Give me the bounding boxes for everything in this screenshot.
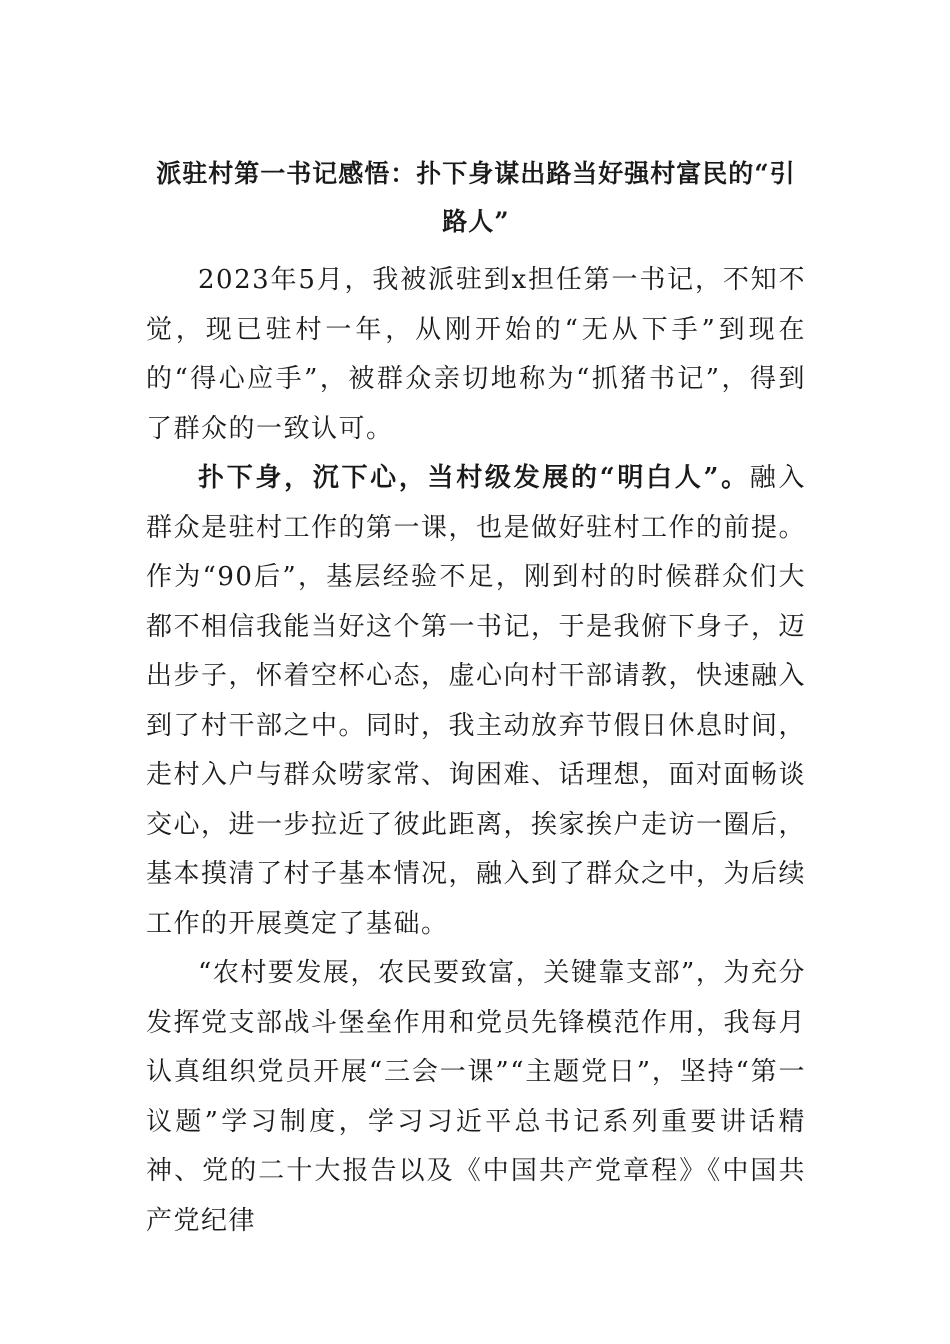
paragraph-lead-heading: 扑下身，沉下心，当村级发展的“明白人”。 [198,463,750,493]
document-page [146,150,806,1246]
document-title: 派驻村第一书记感悟：扑下身谋出路当好强村富民的“引路人” [156,159,796,236]
paragraph-text: “农村要发展，农民要致富，关键靠支部”，为充分发挥党支部战斗堡垒作用和党员先锋模范作用，我每月认真组织党员开展“三会一课”“主题党日”，坚持“第一议题”学习制度，学习习近平总书记系列重要讲话精神、党的二十大报告以及《中国共产党章程》《中国共产党纪律 [146,958,807,1236]
paragraph-intro [146,256,806,454]
paragraph-section-2 [146,949,806,1246]
paragraph-text: 2023年5月，我被派驻到x担任第一书记，不知不觉，现已驻村一年，从刚开始的“无从下手”到现在的“得心应手”，被群众亲切地称为“抓猪书记”，得到了群众的一致认可。 [146,265,806,444]
paragraph-section-1 [146,454,806,949]
paragraph-text: 融入群众是驻村工作的第一课，也是做好驻村工作的前提。作为“90后”，基层经验不足，刚到村的时候群众们大都不相信我能当好这个第一书记，于是我俯下身子，迈出步子，怀着空杯心态，虚心向村干部请教，快速融入到了村干部之中。同时，我主动放弃节假日休息时间，走村入户与群众唠家常、询困难、话理想，面对面畅谈交心，进一步拉近了彼此距离，挨家挨户走访一圈后，基本摸清了村子基本情况，融入到了群众之中，为后续工作的开展奠定了基础。 [146,463,807,939]
